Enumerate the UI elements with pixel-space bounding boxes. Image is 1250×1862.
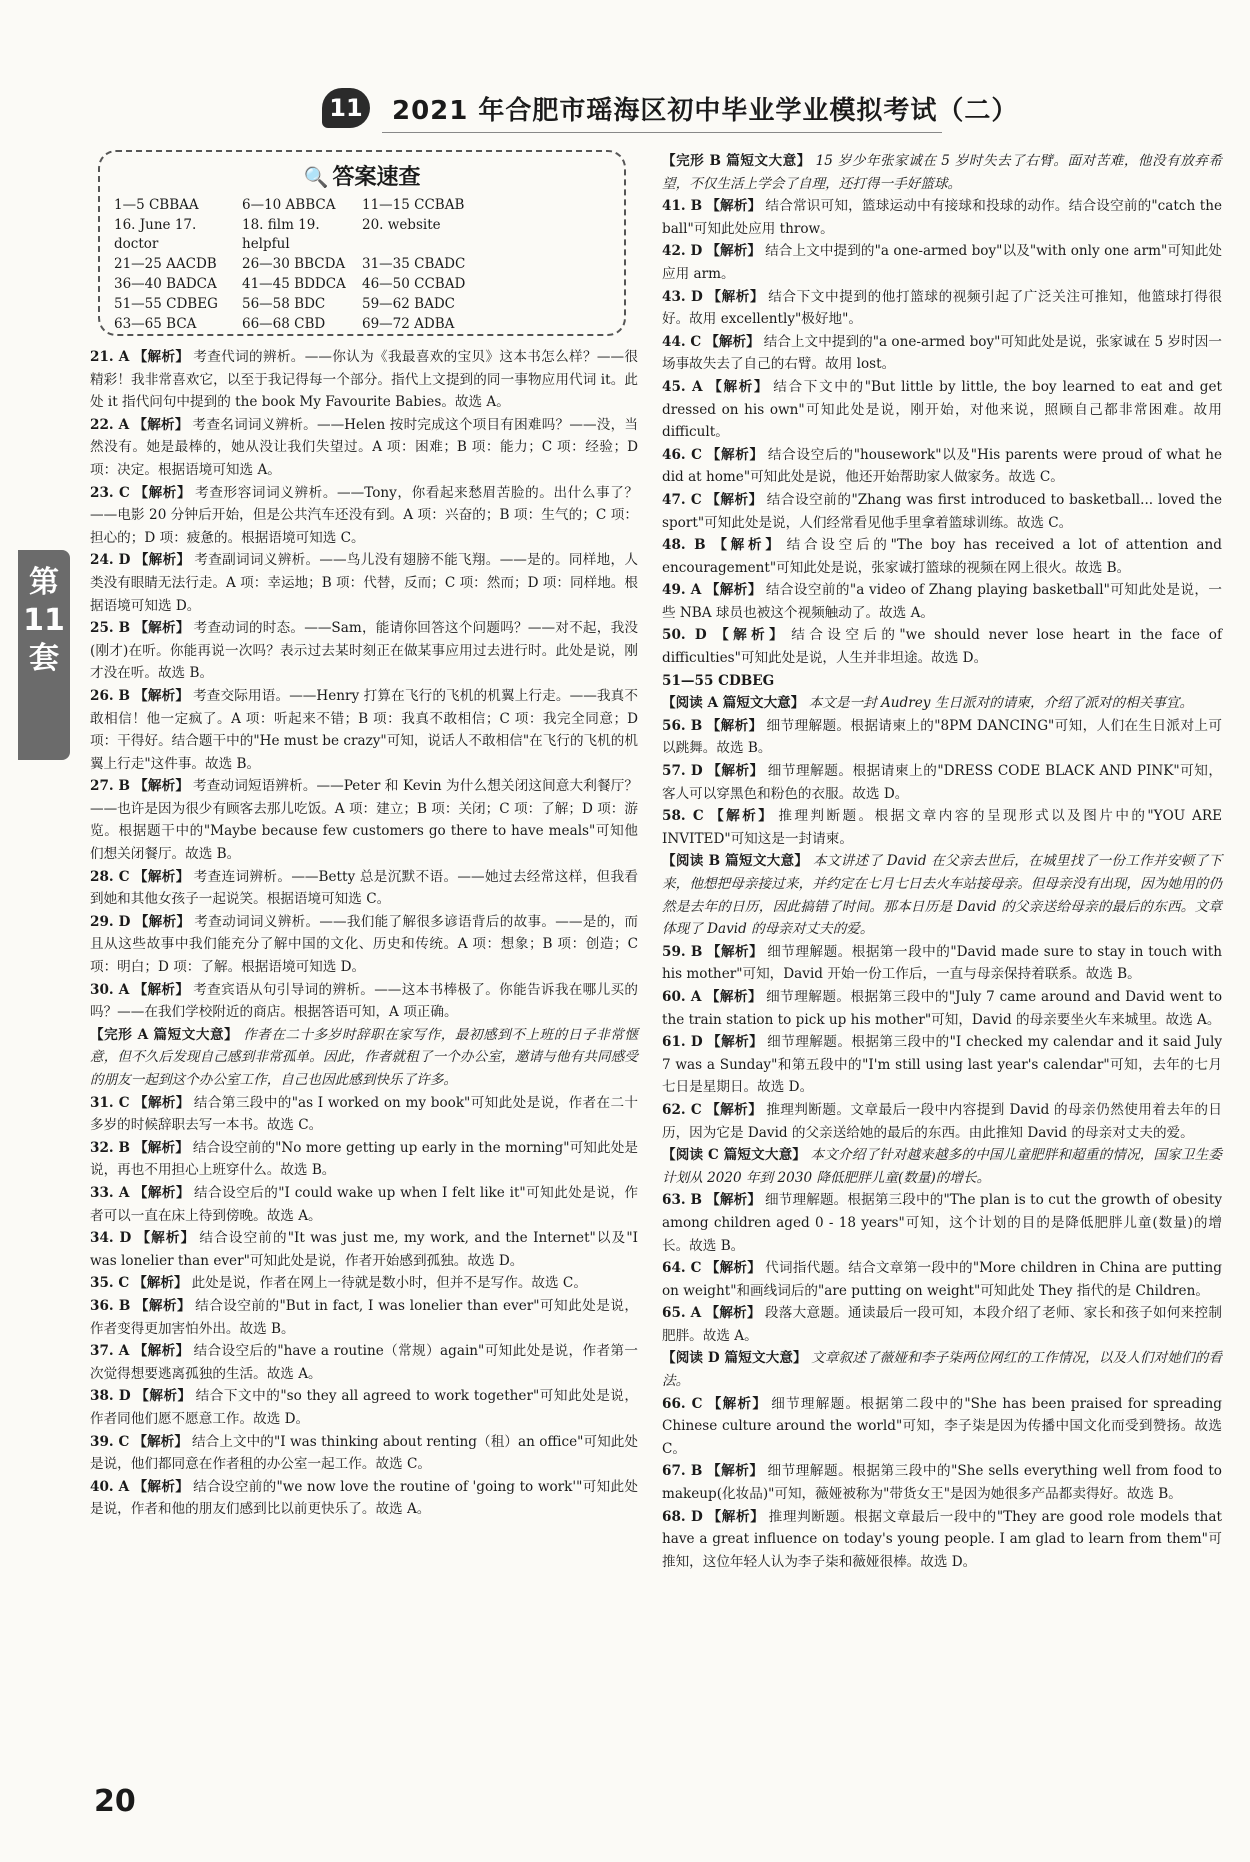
explanation-text: 结合上文中的"I was thinking about renting（租）an office"可知此处是说，他们都同意在作者租的办公室一起工作。故选 C。 bbox=[90, 1433, 639, 1473]
answer-explanation bbox=[662, 331, 1222, 376]
analysis-tag: 【解析】 bbox=[706, 763, 764, 780]
summary-text: 文章叙述了薇娅和李子柒两位网红的工作情况，以及人们对她们的看法。 bbox=[662, 1350, 1223, 1390]
explanation-text: 考查形容词词义辨析。——Tony，你看起来愁眉苦脸的。出什么事了？——电影 20 分钟后开始，但是公共汽车还没有到。A 项：兴奋的；B 项：生气的；C 项：担心的；D 项：疲惫的。根据语境可知选 C。 bbox=[90, 484, 638, 546]
answer-explanation bbox=[90, 979, 638, 1024]
answer-explanation bbox=[90, 911, 638, 979]
question-number: 28. C bbox=[90, 868, 130, 885]
answer-key-cell bbox=[482, 295, 612, 314]
answer-key-cell: 46—50 CCBAD bbox=[362, 276, 466, 292]
explanation-text: 结合第三段中的"as I worked on my book"可知此处是说，作者在二十多岁的时候辞职去写一本书。故选 C。 bbox=[90, 1094, 639, 1134]
answer-explanation bbox=[662, 240, 1222, 285]
explanation-text: 结合设空后的"I could wake up when I felt like it"可知此处是说，作者可以一直在床上待到傍晚。故选 A。 bbox=[90, 1184, 639, 1224]
explanation-text: 细节理解题。根据第三段中的"She sells everything well from food to makeup(化妆品)"可知，薇娅被称为"带货女王"是因为她很多产品都卖得好。故选 B。 bbox=[662, 1463, 1222, 1503]
answer-key-cell: 66—68 CBD bbox=[242, 316, 326, 332]
answer-key-cell: 63—65 BCA bbox=[114, 316, 197, 332]
explanation-text: 考查宾语从句引导词的辨析。——这本书棒极了。你能告诉我在哪儿买的吗？——在我们学校附近的商店。根据答语可知，A 项正确。 bbox=[90, 981, 639, 1021]
answer-key-cell: 31—35 CBADC bbox=[362, 256, 466, 272]
answer-explanation bbox=[90, 866, 638, 911]
explanation-text: 结合下文中的"But little by little, the boy learned to eat and get dressed on his own"可知此处是说，刚开始，对他来说，照顾自己都非常困难。故用 difficult。 bbox=[662, 378, 1222, 441]
title-underline bbox=[382, 132, 942, 133]
analysis-tag: 【解析】 bbox=[706, 243, 762, 260]
explanation-text: 结合设空后的"have a routine（常规）again"可知此处是说，作者第一次觉得想要逃离孤独的生活。故选 A。 bbox=[90, 1343, 638, 1382]
passage-summary bbox=[662, 150, 1222, 195]
explanation-text: 此处是说，作者在网上一待就是数小时，但并不是写作。故选 C。 bbox=[191, 1275, 587, 1292]
question-number: 58. C bbox=[662, 808, 704, 825]
answer-explanation bbox=[662, 1031, 1222, 1099]
answer-explanation bbox=[662, 1506, 1222, 1574]
answer-explanation bbox=[662, 1099, 1222, 1144]
question-number: 36. B bbox=[90, 1297, 131, 1314]
answer-explanation bbox=[90, 1295, 638, 1340]
explanation-text: 细节理解题。根据第三段中的"I checked my calendar and it said July 7 was a Sunday"和第五段中的"I'm still using last year's calendar"可知，去年的七月七日是星期日。故选 D。 bbox=[662, 1034, 1222, 1096]
question-number: 49. A bbox=[662, 582, 702, 599]
answer-explanation bbox=[90, 1092, 638, 1137]
answer-explanation bbox=[662, 670, 1222, 693]
question-number: 23. C bbox=[90, 484, 130, 501]
section-heading: 【完形 A 篇短文大意】 bbox=[90, 1026, 239, 1043]
question-number: 60. A bbox=[662, 988, 702, 1005]
answer-explanation bbox=[662, 1460, 1222, 1505]
analysis-tag: 【解析】 bbox=[705, 988, 763, 1005]
question-number: 45. A bbox=[662, 378, 703, 395]
explanation-text: 考查动词短语辨析。——Peter 和 Kevin 为什么想关闭这间意大利餐厅？——也许是因为很少有顾客去那儿吃饭。A 项：建立；B 项：关闭；C 项：了解；D 项：游览。根据题干中的"Maybe because few customers go there to have meals"可知他们想关闭餐厅。故选 B。 bbox=[90, 778, 639, 863]
page-header bbox=[322, 88, 1222, 136]
analysis-tag: 【解析】 bbox=[134, 778, 190, 795]
summary-text: 本文介绍了针对越来越多的中国儿童肥胖和超重的情况，国家卫生委计划从 2020 年到 2030 降低肥胖儿童(数量)的增长。 bbox=[662, 1147, 1222, 1186]
explanation-text: 细节理解题。根据第三段中的"The plan is to cut the growth of obesity among children aged 0 - 18 years"可知，这个计划的目的是降低肥胖儿童(数量)的增长。故选 B。 bbox=[662, 1192, 1223, 1254]
answer-explanation bbox=[90, 549, 638, 617]
answer-key-cell: 59—62 BADC bbox=[362, 296, 455, 312]
analysis-tag: 【解析】 bbox=[134, 1297, 192, 1314]
answer-explanation bbox=[662, 760, 1222, 805]
analysis-tag: 【解析】 bbox=[705, 446, 764, 463]
analysis-tag: 【解析】 bbox=[710, 627, 788, 644]
question-number: 46. C bbox=[662, 446, 702, 463]
analysis-tag: 【解析】 bbox=[134, 687, 190, 704]
answer-key-cell bbox=[482, 275, 612, 294]
answer-key-title-text: 答案速查 bbox=[332, 165, 421, 190]
explanation-text: 结合上文中提到的"a one-armed boy"以及"with only one arm"可知此处应用 arm。 bbox=[662, 243, 1223, 282]
question-number: 66. C bbox=[662, 1395, 703, 1412]
question-number: 63. B bbox=[662, 1192, 703, 1209]
set-side-tab bbox=[18, 550, 70, 760]
explanation-text: 结合设空前的"we now love the routine of 'going to work'"可知此处是说，作者和他的朋友们感到比以前更快乐了。故选 A。 bbox=[90, 1478, 638, 1518]
answer-key-cell bbox=[482, 315, 612, 334]
explanation-text: 结合设空前的"It was just me, my work, and the Internet"以及"I was lonelier than ever"可知此处是说，作者开始感到孤独。故选 D。 bbox=[90, 1230, 639, 1269]
question-number: 62. C bbox=[662, 1101, 702, 1118]
magnifier-icon: 🔍 bbox=[303, 165, 329, 189]
answer-explanation bbox=[90, 1476, 638, 1521]
question-number: 68. D bbox=[662, 1508, 703, 1525]
analysis-tag: 【解析】 bbox=[706, 1395, 768, 1412]
question-number: 47. C bbox=[662, 491, 702, 508]
answer-explanation bbox=[90, 346, 638, 414]
question-number: 29. D bbox=[90, 913, 131, 930]
question-number: 44. C bbox=[662, 333, 702, 350]
analysis-tag: 【解析】 bbox=[706, 1192, 762, 1209]
answer-explanation bbox=[90, 1227, 638, 1272]
answer-key-cell: 11—15 CCBAB bbox=[362, 197, 465, 213]
answer-key-cell: 69—72 ADBA bbox=[362, 316, 455, 332]
question-number: 37. A bbox=[90, 1343, 130, 1360]
analysis-tag: 【解析】 bbox=[133, 1139, 189, 1156]
question-number: 38. D bbox=[90, 1388, 131, 1405]
answer-key-cell: 56—58 BDC bbox=[242, 296, 326, 312]
answer-explanation bbox=[662, 534, 1222, 579]
explanation-text: 考查名词词义辨析。——Helen 按时完成这个项目有困难吗？——没，当然没有。她是最棒的，她从没让我们失望过。A 项：困难；B 项：能力；C 项：经验；D 项：决定。根据语境可知选 A。 bbox=[90, 416, 638, 478]
question-number: 48. B bbox=[662, 537, 706, 554]
answer-explanation bbox=[90, 1340, 638, 1385]
summary-text: 作者在二十多岁时辞职在家写作，最初感到不上班的日子非常惬意，但不久后发现自己感到非常孤单。因此，作者就租了一个办公室，邀请与他有共同感受的朋友一起到这个办公室工作，自己也因此感到快乐了许多。 bbox=[90, 1026, 639, 1088]
analysis-tag: 【解析】 bbox=[133, 1343, 190, 1360]
question-number: 34. D bbox=[90, 1230, 132, 1247]
explanation-text: 考查副词词义辨析。——鸟儿没有翅膀不能飞翔。——是的。同样地，人类没有眼睛无法行走。A 项：幸运地；B 项：代替，反而；C 项：然而；D 项：同样地。根据语境可知选 D。 bbox=[90, 552, 639, 614]
answer-explanation bbox=[90, 617, 638, 685]
explanation-text: 细节理解题。根据第一段中的"David made sure to stay in touch with his mother"可知，David 开始一份工作后，一直与母亲保持着联系。故选 B。 bbox=[662, 943, 1222, 983]
analysis-tag: 【解析】 bbox=[133, 1433, 188, 1450]
explanation-text: 结合设空后的"housework"以及"His parents were proud of what he did at home"可知此处是说，他还开始帮助家人做家务。故选 C。 bbox=[662, 446, 1223, 486]
answer-explanation bbox=[662, 715, 1222, 760]
explanation-text: 考查代词的辨析。——你认为《我最喜欢的宝贝》这本书怎么样？——很精彩！我非常喜欢它，以至于我记得每一个部分。指代上文提到的同一事物应用代词 it。此处 it 指代问句中提到的 the book My Favourite Babies。故选 A。 bbox=[90, 349, 638, 411]
question-number: 50. D bbox=[662, 627, 707, 644]
answer-key-cell bbox=[482, 255, 612, 274]
question-number: 57. D bbox=[662, 763, 703, 780]
question-number: 56. B bbox=[662, 717, 703, 734]
summary-text: 本文是一封 Audrey 生日派对的请柬，介绍了派对的相关事宜。 bbox=[808, 695, 1194, 712]
question-number: 22. A bbox=[90, 416, 130, 433]
analysis-tag: 【解析】 bbox=[134, 620, 190, 637]
answer-key-cell bbox=[482, 216, 612, 254]
explanation-text: 细节理解题。根据第二段中的"She has been praised for spreading Chinese culture around the world"可知，李子柒是因为传播中国文化而受到赞扬。故选 C。 bbox=[662, 1395, 1223, 1457]
set-number-badge: 11 bbox=[322, 88, 370, 128]
analysis-tag: 【解析】 bbox=[706, 1463, 764, 1480]
explanation-text: 代词指代题。结合文章第一段中的"More children in China are putting on weight"和画线词后的"are putting on weight"可知此处 They 指代的是 Children。 bbox=[662, 1260, 1223, 1299]
section-heading: 【阅读 A 篇短文大意】 bbox=[662, 695, 805, 712]
analysis-tag: 【解析】 bbox=[134, 913, 191, 930]
explanation-text: 结合下文中的"so they all agreed to work together"可知此处是说，作者同他们愿不愿意工作。故选 D。 bbox=[90, 1388, 639, 1427]
answer-explanation bbox=[662, 986, 1222, 1031]
analysis-tag: 【解析】 bbox=[134, 1388, 192, 1405]
question-number: 32. B bbox=[90, 1139, 130, 1156]
explanation-text: 段落大意题。通读最后一段可知，本段介绍了老师、家长和孩子如何来控制肥胖。故选 A。 bbox=[662, 1305, 1222, 1344]
answer-explanation bbox=[662, 1257, 1222, 1302]
question-number: 21. A bbox=[90, 349, 130, 365]
page-number: 20 bbox=[94, 1784, 136, 1819]
analysis-tag: 【解析】 bbox=[706, 1508, 765, 1525]
analysis-tag: 【解析】 bbox=[706, 378, 770, 395]
question-number: 51—55 CDBEG bbox=[662, 672, 775, 689]
answer-key-cell: 20. website bbox=[362, 217, 441, 233]
analysis-tag: 【解析】 bbox=[705, 333, 760, 350]
answer-key-cell: 16. June 17. doctor bbox=[114, 217, 197, 252]
question-number: 26. B bbox=[90, 687, 131, 704]
section-heading: 【阅读 C 篇短文大意】 bbox=[662, 1147, 807, 1164]
analysis-tag: 【解析】 bbox=[133, 1094, 190, 1111]
question-number: 39. C bbox=[90, 1433, 130, 1450]
analysis-tag: 【解析】 bbox=[705, 582, 762, 599]
analysis-tag: 【解析】 bbox=[706, 198, 762, 215]
question-number: 67. B bbox=[662, 1463, 703, 1480]
passage-summary bbox=[662, 850, 1222, 940]
analysis-tag: 【解析】 bbox=[706, 288, 765, 305]
answer-explanation bbox=[662, 805, 1222, 850]
question-number: 25. B bbox=[90, 620, 131, 637]
answer-column-right bbox=[662, 150, 1222, 1573]
explanation-text: 考查交际用语。——Henry 打算在飞行的飞机的机翼上行走。——我真不敢相信！他一定疯了。A 项：听起来不错；B 项：我真不敢相信；C 项：我完全同意；D 项：干得好。结合题干中的"He must be crazy"可知，说话人不敢相信"在飞行的飞机的机翼上行走"这件事。故选 B。 bbox=[90, 687, 639, 772]
answer-column-left bbox=[90, 346, 638, 1521]
analysis-tag: 【解析】 bbox=[709, 537, 783, 554]
passage-summary bbox=[662, 1347, 1222, 1392]
analysis-tag: 【解析】 bbox=[133, 484, 192, 501]
answer-key-cell: 26—30 BBCDA bbox=[242, 256, 346, 272]
page-title: 2021 年合肥市瑶海区初中毕业学业模拟考试（二） bbox=[392, 96, 1019, 126]
explanation-text: 结合常识可知，篮球运动中有接球和投球的动作。结合设空前的"catch the ball"可知此处应用 throw。 bbox=[662, 198, 1223, 237]
answer-explanation bbox=[662, 1302, 1222, 1347]
answer-explanation bbox=[90, 482, 638, 550]
explanation-text: 结合下文中提到的他打篮球的视频引起了广泛关注可推知，他篮球打得很好。故用 excellently"极好地"。 bbox=[662, 288, 1223, 328]
analysis-tag: 【解析】 bbox=[133, 1478, 190, 1495]
explanation-text: 考查动词词义辨析。——我们能了解很多谚语背后的故事。——是的，而且从这些故事中我们能充分了解中国的文化、历史和传统。A 项：想象；B 项：创造；C 项：明白；D 项：了解。根据语境可知选 D。 bbox=[90, 913, 639, 976]
analysis-tag: 【解析】 bbox=[707, 808, 775, 825]
summary-text: 本文讲述了 David 在父亲去世后，在城里找了一份工作并安顿了下来，他想把母亲接过来，并约定在七月七日去火车站接母亲。但母亲没有出现，因为她用的仍然是去年的日历，因此搞错了时间。那本日历是 David 的父亲送给母亲的最后的东西。文章体现了 David 的母亲对丈夫的爱。 bbox=[662, 853, 1222, 938]
analysis-tag: 【解析】 bbox=[133, 349, 190, 365]
question-number: 42. D bbox=[662, 243, 703, 260]
analysis-tag: 【解析】 bbox=[706, 717, 763, 734]
explanation-text: 结合设空后的"we should never lose heart in the face of difficulties"可知此处是说，人生并非坦途。故选 D。 bbox=[662, 627, 1223, 667]
answer-key-box bbox=[98, 150, 626, 336]
answer-key-cell bbox=[482, 196, 612, 215]
analysis-tag: 【解析】 bbox=[705, 491, 763, 508]
analysis-tag: 【解析】 bbox=[133, 868, 190, 885]
analysis-tag: 【解析】 bbox=[706, 943, 764, 960]
analysis-tag: 【解析】 bbox=[705, 1260, 762, 1277]
question-number: 43. D bbox=[662, 288, 703, 305]
analysis-tag: 【解析】 bbox=[133, 1184, 191, 1201]
summary-text: 15 岁少年张家诚在 5 岁时失去了右臂。面对苦难，他没有放弃希望，不仅生活上学会了自理，还打得一手好篮球。 bbox=[662, 153, 1222, 192]
question-number: 64. C bbox=[662, 1260, 702, 1277]
answer-explanation bbox=[662, 489, 1222, 534]
analysis-tag: 【解析】 bbox=[133, 981, 190, 998]
explanation-text: 结合设空前的"But in fact, I was lonelier than ever"可知此处是说，作者变得更加害怕外出。故选 B。 bbox=[90, 1297, 638, 1337]
explanation-text: 考查动词的时态。——Sam，能请你回答这个问题吗？——对不起，我没(刚才)在听。你能再说一次吗？表示过去某时刻正在做某事应用过去进行时。此处是说，刚才没在听。故选 B。 bbox=[90, 620, 638, 682]
section-heading: 【阅读 D 篇短文大意】 bbox=[662, 1350, 807, 1367]
answer-explanation bbox=[662, 1393, 1222, 1461]
answer-explanation bbox=[662, 195, 1222, 240]
explanation-text: 细节理解题。根据第三段中的"July 7 came around and David went to the train station to pick up his mother"可知，David 的母亲要坐火车来城里。故选 A。 bbox=[662, 988, 1223, 1028]
question-number: 41. B bbox=[662, 198, 703, 215]
question-number: 24. D bbox=[90, 552, 131, 569]
answer-explanation bbox=[662, 444, 1222, 489]
answer-explanation bbox=[90, 775, 638, 865]
answer-key-cell: 6—10 ABBCA bbox=[242, 197, 336, 213]
answer-explanation bbox=[90, 1182, 638, 1227]
answer-explanation bbox=[90, 414, 638, 482]
answer-explanation bbox=[90, 1137, 638, 1182]
answer-explanation bbox=[90, 1385, 638, 1430]
question-number: 59. B bbox=[662, 943, 703, 960]
passage-summary bbox=[662, 1144, 1222, 1189]
answer-key-grid bbox=[114, 196, 614, 334]
question-number: 27. B bbox=[90, 778, 131, 795]
explanation-text: 结合设空前的"a video of Zhang playing basketball"可知此处是说，一些 NBA 球员也被这个视频触动了。故选 A。 bbox=[662, 582, 1222, 621]
question-number: 35. C bbox=[90, 1275, 130, 1292]
answer-key-cell: 21—25 AACDB bbox=[114, 256, 217, 272]
passage-summary bbox=[662, 692, 1222, 715]
answer-explanation bbox=[662, 1189, 1222, 1257]
side-tab-label: 第11套 bbox=[23, 565, 65, 676]
explanation-text: 细节理解题。根据请柬上的"DRESS CODE BLACK AND PINK"可知，客人可以穿黑色和粉色的衣服。故选 D。 bbox=[662, 763, 1223, 802]
question-number: 33. A bbox=[90, 1184, 130, 1201]
explanation-text: 考查连词辨析。——Betty 总是沉默不语。——她过去经常这样，但我看到她和其他女孩子一起说笑。根据语境可知选 C。 bbox=[90, 868, 639, 908]
analysis-tag: 【解析】 bbox=[705, 1305, 761, 1322]
answer-explanation bbox=[90, 1272, 638, 1295]
answer-explanation bbox=[662, 941, 1222, 986]
section-heading: 【完形 B 篇短文大意】 bbox=[662, 153, 811, 169]
analysis-tag: 【解析】 bbox=[706, 1034, 764, 1051]
answer-key-title bbox=[100, 160, 624, 191]
question-number: 31. C bbox=[90, 1094, 130, 1111]
analysis-tag: 【解析】 bbox=[705, 1101, 763, 1118]
explanation-text: 推理判断题。根据文章内容的呈现形式以及图片中的"YOU ARE INVITED"可知这是一封请柬。 bbox=[662, 808, 1223, 847]
answer-key-cell: 41—45 BDDCA bbox=[242, 276, 346, 292]
answer-key-cell: 36—40 BADCA bbox=[114, 276, 217, 292]
question-number: 65. A bbox=[662, 1305, 702, 1322]
question-number: 40. A bbox=[90, 1478, 130, 1495]
answer-key-cell: 1—5 CBBAA bbox=[114, 197, 199, 213]
answer-key-cell: 18. film 19. helpful bbox=[242, 217, 320, 252]
explanation-text: 结合设空后的"The boy has received a lot of attention and encouragement"可知此处是说，张家诚打篮球的视频在网上很火。故选 B。 bbox=[662, 537, 1222, 576]
explanation-text: 结合上文中提到的"a one-armed boy"可知此处是说，张家诚在 5 岁时因一场事故失去了自己的右臂。故用 lost。 bbox=[662, 333, 1223, 373]
answer-explanation bbox=[662, 286, 1222, 331]
explanation-text: 细节理解题。根据请柬上的"8PM DANCING"可知，人们在生日派对上可以跳舞。故选 B。 bbox=[662, 717, 1222, 757]
passage-summary bbox=[90, 1024, 638, 1092]
answer-key-cell: 51—55 CDBEG bbox=[114, 296, 218, 312]
analysis-tag: 【解析】 bbox=[133, 416, 189, 433]
explanation-text: 推理判断题。根据文章最后一段中的"They are good role models that have a great influence on today's young people. I am glad to learn from them"可推知，这位年轻人认为李子柒和薇娅很棒。故选 D。 bbox=[662, 1508, 1223, 1570]
analysis-tag: 【解析】 bbox=[133, 1275, 188, 1292]
answer-explanation bbox=[662, 376, 1222, 444]
question-number: 61. D bbox=[662, 1034, 703, 1051]
answer-explanation bbox=[662, 624, 1222, 669]
section-heading: 【阅读 B 篇短文大意】 bbox=[662, 853, 809, 870]
answer-explanation bbox=[662, 579, 1222, 624]
explanation-text: 结合设空前的"No more getting up early in the morning"可知此处是说，再也不用担心上班穿什么。故选 B。 bbox=[90, 1139, 638, 1179]
explanation-text: 结合设空前的"Zhang was first introduced to basketball... loved the sport"可知此处是说，人们经常看见他手里拿着篮球训练。故选 C。 bbox=[662, 491, 1223, 531]
analysis-tag: 【解析】 bbox=[134, 552, 191, 569]
answer-explanation bbox=[90, 685, 638, 775]
answer-explanation bbox=[90, 1431, 638, 1476]
analysis-tag: 【解析】 bbox=[135, 1230, 196, 1247]
explanation-text: 推理判断题。文章最后一段中内容提到 David 的母亲仍然使用着去年的日历，因为它是 David 的父亲送给她的最后的东西。由此推知 David 的母亲对丈夫的爱。 bbox=[662, 1101, 1223, 1141]
question-number: 30. A bbox=[90, 981, 130, 998]
